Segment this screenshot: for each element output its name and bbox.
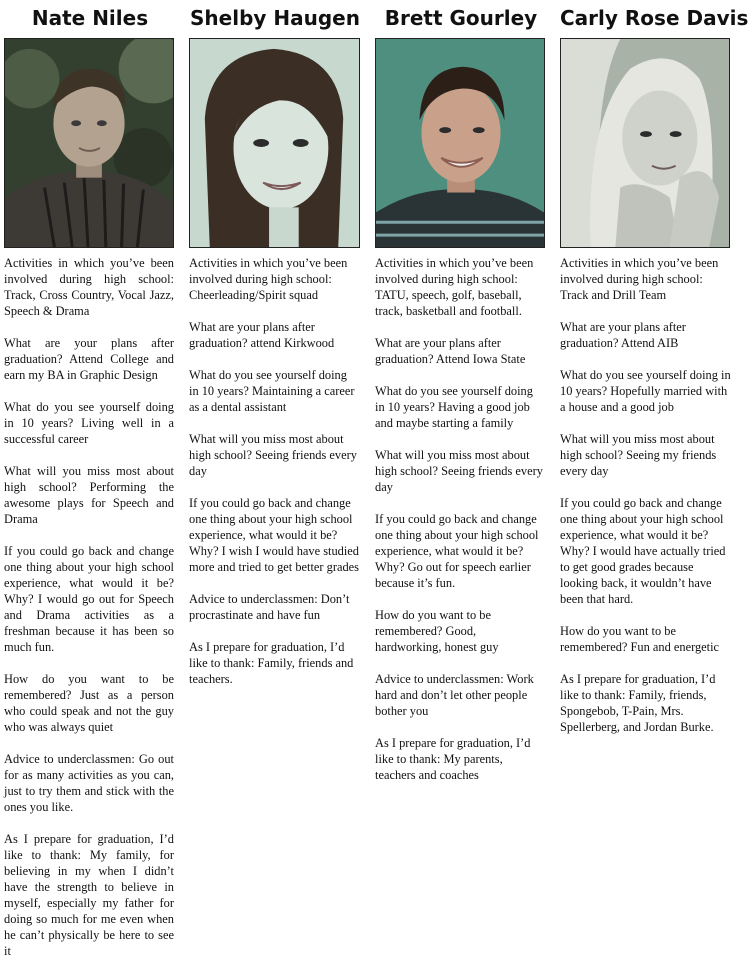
portrait-photo (189, 38, 360, 248)
answer-ten-years: What do you see yourself doing in 10 years? Living well in a successful career (4, 400, 174, 446)
answer-plans: What are your plans after graduation? Attend College and earn my BA in Graphic Design (4, 336, 174, 382)
answer-activities: Activities in which you’ve been involved during high school: Cheerleading/Spirit squad (189, 256, 348, 302)
student-column-shelby-haugen (189, 0, 361, 686)
student-answers (189, 255, 359, 703)
student-name: Carly Rose Davis (560, 6, 749, 30)
student-column-brett-gourley (375, 0, 547, 782)
answer-activities: Activities in which you’ve been involved during high school: Track and Drill Team (560, 256, 719, 302)
answer-change: If you could go back and change one thing about your high school experience, what would it be? Why? Go out for speech earlier because it’s fun. (375, 512, 539, 590)
portrait-photo (375, 38, 545, 248)
answer-advice: Advice to underclassmen: Work hard and don’t let other people bother you (375, 672, 534, 718)
answer-miss-most: What will you miss most about high school? Performing the awesome plays for Speech and Drama (4, 464, 174, 526)
student-answers (375, 255, 545, 799)
answer-ten-years: What do you see yourself doing in 10 years? Hopefully married with a house and a good job (560, 368, 731, 414)
answer-thanks: As I prepare for graduation, I’d like to thank: Family, friends, Spongebob, T-Pain, Mrs. Spellerberg, and Jordan Burke. (560, 672, 716, 734)
answer-change: If you could go back and change one thing about your high school experience, what would it be? Why? I would have actually tried to get good grades because looking back, it wouldn’t have been that hard. (560, 496, 726, 606)
answer-change: If you could go back and change one thing about your high school experience, what would it be? Why? I would go out for Speech and Drama activities as a freshman because it has been so much fun. (4, 544, 174, 654)
answer-advice: Advice to underclassmen: Don’t procrastinate and have fun (189, 592, 350, 622)
answer-thanks: As I prepare for graduation, I’d like to thank: My parents, teachers and coaches (375, 736, 531, 782)
answer-miss-most: What will you miss most about high school? Seeing friends every day (189, 432, 357, 478)
answer-thanks: As I prepare for graduation, I’d like to thank: Family, friends and teachers. (189, 640, 354, 686)
answer-advice: Advice to underclassmen: Go out for as many activities as you can, just to try them and stick with the ones you like. (4, 752, 174, 814)
answer-miss-most: What will you miss most about high school? Seeing friends every day (375, 448, 543, 494)
answer-thanks: As I prepare for graduation, I’d like to thank: My family, for believing in my when I didn’t have the strength to believe in myself, especially my father for doing so much for me even when he can’t physically be here to see it (4, 832, 174, 958)
portrait-photo (4, 38, 174, 248)
answer-plans: What are your plans after graduation? Attend AIB (560, 320, 686, 350)
answer-activities: Activities in which you’ve been involved during high school: TATU, speech, golf, baseball, track, basketball and football. (375, 256, 534, 318)
answer-remembered: How do you want to be remembered? Good, hardworking, honest guy (375, 608, 499, 654)
answer-activities: Activities in which you’ve been involved during high school: Track, Cross Country, Vocal Jazz, Speech & Drama (4, 256, 174, 318)
student-name: Shelby Haugen (190, 6, 360, 30)
answer-change: If you could go back and change one thing about your high school experience, what would it be? Why? I wish I would have studied more and tried to get better grades (189, 496, 359, 574)
student-answers (4, 255, 174, 975)
answer-ten-years: What do you see yourself doing in 10 years? Maintaining a career as a dental assistant (189, 368, 355, 414)
answer-miss-most: What will you miss most about high school? Seeing my friends every day (560, 432, 717, 478)
answer-remembered: How do you want to be remembered? Fun and energetic (560, 624, 720, 654)
student-name: Brett Gourley (384, 6, 538, 30)
student-answers (560, 255, 732, 751)
student-name: Nate Niles (31, 6, 149, 30)
student-column-nate-niles (4, 0, 176, 958)
student-column-carly-rose-davis (560, 0, 749, 734)
answer-plans: What are your plans after graduation? attend Kirkwood (189, 320, 335, 350)
answer-ten-years: What do you see yourself doing in 10 years? Having a good job and maybe starting a family (375, 384, 533, 430)
answer-plans: What are your plans after graduation? Attend Iowa State (375, 336, 526, 366)
portrait-photo (560, 38, 730, 248)
answer-remembered: How do you want to be remembered? Just as a person who could speak and not the guy who was always quiet (4, 672, 174, 734)
